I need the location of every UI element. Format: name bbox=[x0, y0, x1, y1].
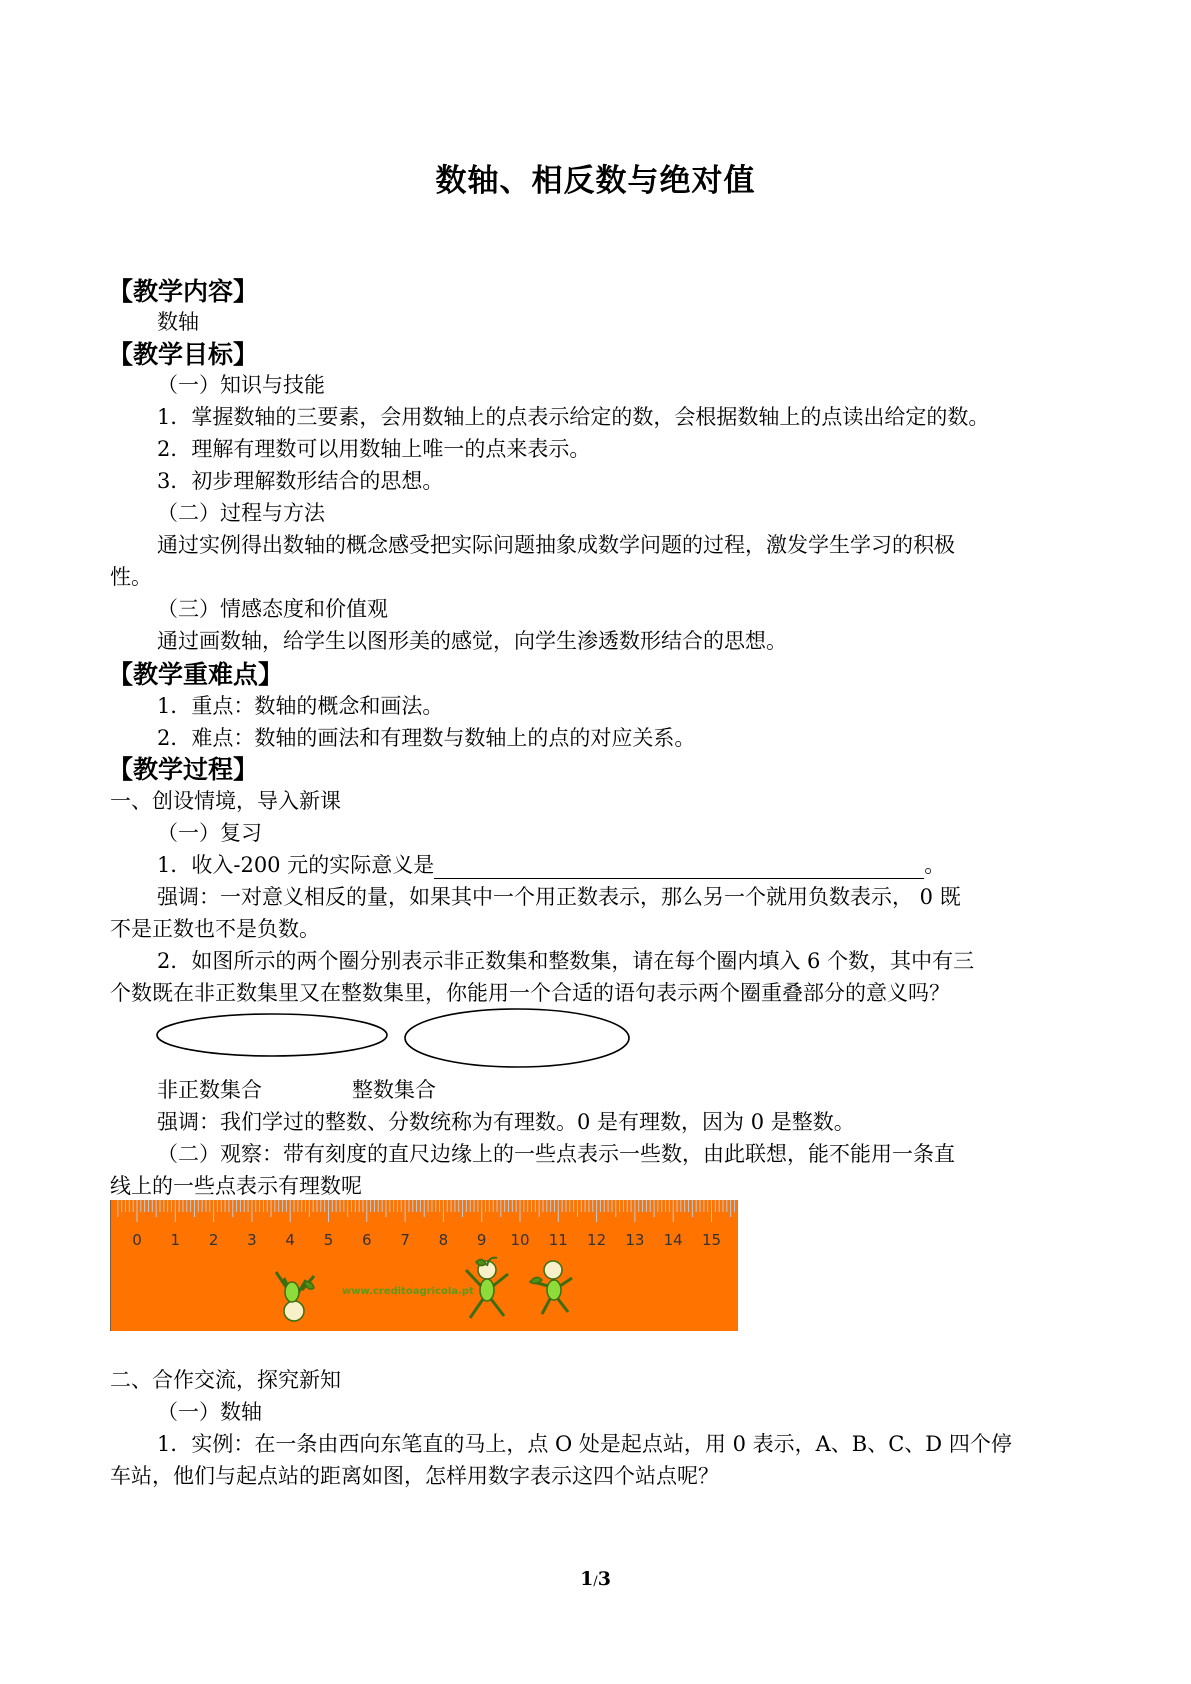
ruler-number: 13 bbox=[625, 1231, 645, 1249]
question-2-line2: 个数既在非正数集里又在整数集里，你能用一个合适的语句表示两个圈重叠部分的意义吗？ bbox=[110, 981, 950, 1005]
part1-title: 一、创设情境，导入新课 bbox=[110, 789, 341, 813]
example-line2: 车站，他们与起点站的距离如图，怎样用数字表示这四个站点呢？ bbox=[110, 1464, 719, 1488]
content-body: 数轴 bbox=[157, 310, 199, 334]
page-separator: / bbox=[593, 1574, 598, 1589]
ruler-number: 6 bbox=[362, 1231, 372, 1249]
ruler-number: 10 bbox=[510, 1231, 530, 1249]
ruler-number: 2 bbox=[208, 1231, 219, 1249]
goals-para-process-line2: 性。 bbox=[110, 565, 152, 589]
review-subtitle: （一）复习 bbox=[157, 821, 262, 845]
integer-set-ellipse bbox=[405, 1009, 629, 1067]
ruler-url: www.creditoagricola.pt bbox=[342, 1286, 474, 1297]
goals-para-attitude: 通过画数轴，给学生以图形美的感觉，向学生渗透数形结合的思想。 bbox=[157, 629, 787, 653]
observe-line1: （二）观察：带有刻度的直尺边缘上的一些点表示一些数，由此联想，能不能用一条直 bbox=[157, 1142, 955, 1166]
goals-sub-knowledge: （一）知识与技能 bbox=[157, 373, 325, 397]
ruler-image bbox=[110, 1200, 738, 1331]
ruler-number: 1 bbox=[170, 1231, 181, 1249]
question-2-line1: 2．如图所示的两个圈分别表示非正数集和整数集，请在每个圈内填入 6 个数，其中有三 bbox=[157, 949, 975, 973]
goals-item-2: 2．理解有理数可以用数轴上唯一的点来表示。 bbox=[157, 437, 591, 461]
axis-subtitle: （一）数轴 bbox=[157, 1400, 262, 1424]
ruler-number: 11 bbox=[548, 1231, 568, 1249]
page-title: 数轴、相反数与绝对值 bbox=[435, 163, 756, 199]
ruler-number: 7 bbox=[400, 1231, 410, 1249]
goals-item-1: 1．掌握数轴的三要素，会用数轴上的点表示给定的数，会根据数轴上的点读出给定的数。 bbox=[157, 405, 990, 429]
page-total: 3 bbox=[597, 1568, 611, 1590]
ruler-number: 9 bbox=[476, 1231, 487, 1249]
part2-title: 二、合作交流，探究新知 bbox=[110, 1368, 341, 1392]
ruler-number: 3 bbox=[247, 1231, 257, 1249]
ruler-number: 4 bbox=[285, 1231, 295, 1249]
ruler-body bbox=[110, 1200, 738, 1331]
question-1-text: 1．收入-200 元的实际意义是 bbox=[157, 853, 435, 877]
observe-line2: 线上的一些点表示有理数呢 bbox=[110, 1174, 362, 1198]
key-point-2: 2．难点：数轴的画法和有理数与数轴上的点的对应关系。 bbox=[157, 726, 696, 750]
page-current: 1 bbox=[580, 1568, 594, 1590]
goals-sub-process: （二）过程与方法 bbox=[157, 501, 325, 525]
ruler-number: 8 bbox=[438, 1231, 449, 1249]
goals-item-3: 3．初步理解数形结合的思想。 bbox=[157, 469, 444, 493]
label-integer-set: 整数集合 bbox=[352, 1078, 436, 1102]
emphasis-2: 强调：我们学过的整数、分数统称为有理数。0 是有理数，因为 0 是整数。 bbox=[157, 1110, 855, 1134]
example-line1: 1．实例：在一条由西向东笔直的马上，点 O 处是起点站，用 0 表示，A、B、C、D 四个停 bbox=[157, 1432, 1012, 1456]
answer-blank-line bbox=[434, 856, 924, 879]
goals-sub-attitude: （三）情感态度和价值观 bbox=[157, 597, 388, 621]
ruler-number: 12 bbox=[587, 1231, 607, 1249]
label-nonpositive-set: 非正数集合 bbox=[157, 1078, 262, 1102]
question-1 bbox=[157, 849, 945, 879]
key-point-1: 1．重点：数轴的概念和画法。 bbox=[157, 694, 444, 718]
section-heading-key-points: 【教学重难点】 bbox=[108, 660, 284, 689]
nonpositive-set-ellipse bbox=[157, 1014, 387, 1056]
set-ellipses-figure bbox=[150, 1005, 650, 1071]
ruler-number: 0 bbox=[132, 1231, 142, 1249]
section-heading-goals: 【教学目标】 bbox=[108, 340, 259, 369]
page-number bbox=[0, 1568, 1191, 1590]
emphasis-1-line2: 不是正数也不是负数。 bbox=[110, 917, 320, 941]
goals-para-process-line1: 通过实例得出数轴的概念感受把实际问题抽象成数学问题的过程，激发学生学习的积极 bbox=[157, 533, 955, 557]
question-1-end: 。 bbox=[924, 853, 946, 877]
ruler-number: 5 bbox=[323, 1231, 334, 1249]
ruler-number: 15 bbox=[701, 1231, 722, 1249]
ruler-number: 14 bbox=[663, 1231, 683, 1249]
section-heading-content: 【教学内容】 bbox=[108, 277, 259, 306]
section-heading-process: 【教学过程】 bbox=[108, 755, 259, 784]
emphasis-1-line1: 强调：一对意义相反的量，如果其中一个用正数表示，那么另一个就用负数表示， 0 既 bbox=[157, 885, 961, 909]
